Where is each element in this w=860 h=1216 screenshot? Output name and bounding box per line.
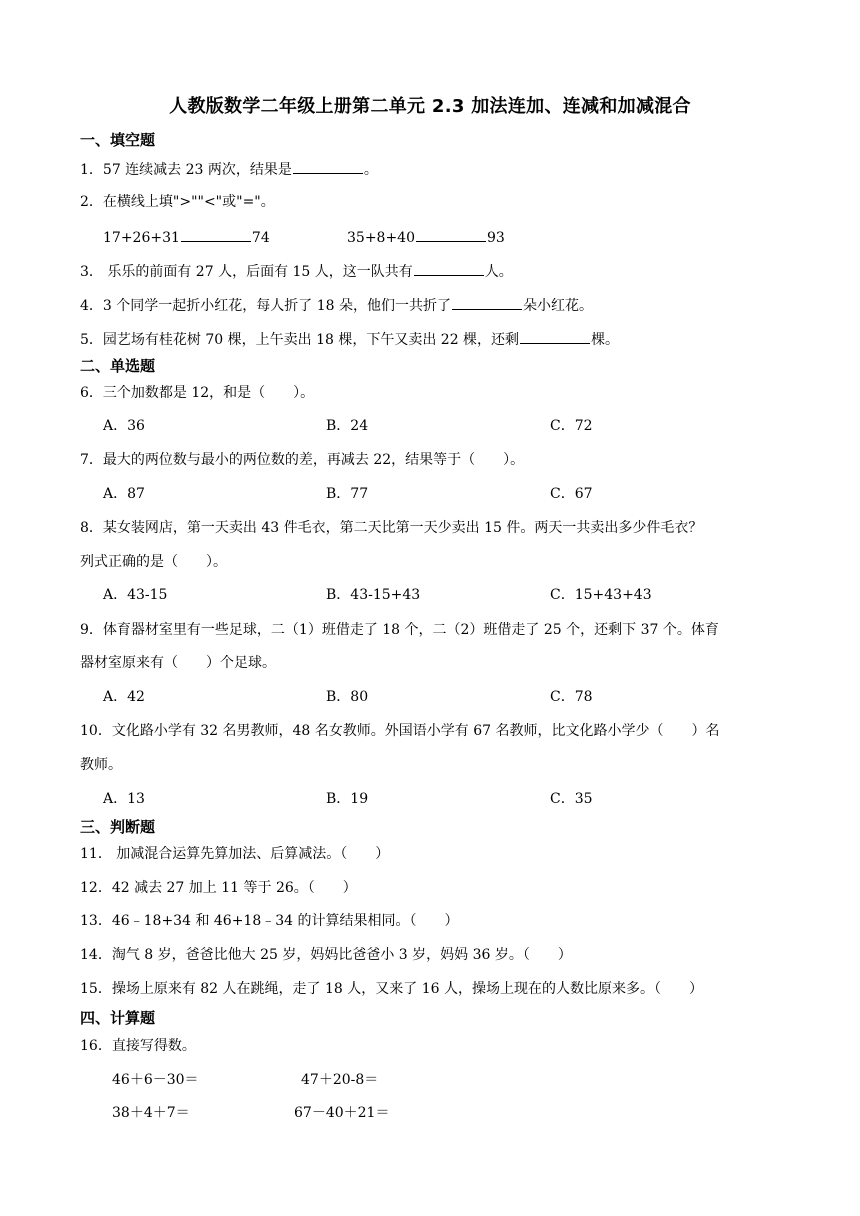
question-4-text: 4．3 个同学一起折小红花，每人折了 18 朵，他们一共折了 — [80, 298, 451, 314]
question-5 — [80, 328, 780, 350]
question-5-suffix: 棵。 — [591, 332, 620, 348]
option-a[interactable]: A．13 — [103, 791, 145, 807]
option-c[interactable]: C．15+43+43 — [550, 587, 652, 603]
calc-item: 67－40＋21＝ — [294, 1105, 390, 1121]
answer-blank[interactable] — [414, 260, 484, 276]
section-heading-calculation: 四、计算题 — [80, 1009, 156, 1027]
option-a[interactable]: A．42 — [103, 689, 145, 705]
question-15: 15．操场上原来有 82 人在跳绳，走了 18 人，又来了 16 人，操场上现在的人数比原来多。（ ） — [80, 981, 703, 997]
option-c[interactable]: C．67 — [550, 486, 593, 502]
question-10-line-1: 10．文化路小学有 32 名男教师，48 名女教师。外国语小学有 67 名教师，比文化路小学少（ ）名 — [80, 723, 720, 739]
option-b[interactable]: B．77 — [326, 486, 369, 502]
option-b[interactable]: B．19 — [326, 791, 369, 807]
question-12: 12．42 减去 27 加上 11 等于 26。（ ） — [80, 880, 357, 896]
section-heading-true-false: 三、判断题 — [80, 818, 156, 836]
question-13: 13．46﹣18+34 和 46+18﹣34 的计算结果相同。（ ） — [80, 913, 459, 929]
option-b[interactable]: B．43-15+43 — [326, 587, 421, 603]
question-1-suffix: 。 — [363, 162, 378, 178]
comparison-b-left: 35+8+40 — [347, 230, 415, 246]
calc-item: 47＋20-8＝ — [301, 1072, 379, 1088]
answer-blank[interactable] — [520, 328, 590, 344]
answer-blank[interactable] — [181, 226, 251, 242]
section-heading-single-choice: 二、单选题 — [80, 357, 156, 375]
option-c[interactable]: C．78 — [550, 689, 593, 705]
question-2: 2．在横线上填">""<"或"="。 — [80, 194, 275, 210]
question-10-line-2: 教师。 — [80, 757, 122, 773]
question-16: 16．直接写得数。 — [80, 1038, 196, 1054]
question-9-line-1: 9．体育器材室里有一些足球，二（1）班借走了 18 个，二（2）班借走了 25 个，还剩下 37 个。体育 — [80, 622, 719, 638]
comparison-a-left: 17+26+31 — [103, 230, 180, 246]
comparison-a — [103, 226, 270, 248]
question-8-line-2: 列式正确的是（ ）。 — [80, 554, 227, 570]
calc-item: 38＋4＋7＝ — [112, 1105, 190, 1121]
option-b[interactable]: B．24 — [326, 418, 369, 434]
comparison-b-right: 93 — [487, 230, 505, 246]
question-7: 7．最大的两位数与最小的两位数的差，再减去 22，结果等于（ ）。 — [80, 452, 525, 468]
question-4-suffix: 朵小红花。 — [522, 298, 593, 314]
question-3-suffix: 人。 — [484, 264, 513, 280]
option-c[interactable]: C．35 — [550, 791, 593, 807]
question-5-text: 5．园艺场有桂花树 70 棵，上午卖出 18 棵，下午又卖出 22 棵，还剩 — [80, 332, 520, 348]
option-c[interactable]: C．72 — [550, 418, 593, 434]
answer-blank[interactable] — [416, 226, 486, 242]
question-9-line-2: 器材室原来有（ ）个足球。 — [80, 655, 276, 671]
option-a[interactable]: A．43-15 — [103, 587, 168, 603]
question-14: 14．淘气 8 岁，爸爸比他大 25 岁，妈妈比爸爸小 3 岁，妈妈 36 岁。（ ） — [80, 947, 572, 963]
question-3 — [80, 260, 780, 282]
calc-item: 46＋6－30＝ — [112, 1072, 199, 1088]
option-a[interactable]: A．36 — [103, 418, 145, 434]
comparison-a-right: 74 — [251, 230, 270, 246]
question-1-text: 1．57 连续减去 23 两次，结果是 — [80, 162, 292, 178]
answer-blank[interactable] — [293, 158, 363, 174]
answer-blank[interactable] — [452, 294, 522, 310]
comparison-b — [347, 226, 505, 248]
question-6: 6．三个加数都是 12，和是（ ）。 — [80, 385, 315, 401]
question-1 — [80, 158, 780, 180]
section-heading-fill-in: 一、填空题 — [80, 131, 156, 149]
question-8-line-1: 8．某女装网店，第一天卖出 43 件毛衣，第二天比第一天少卖出 15 件。两天一共卖出多少件毛衣？ — [80, 520, 703, 536]
question-3-text: 3． 乐乐的前面有 27 人，后面有 15 人，这一队共有 — [80, 264, 413, 280]
option-a[interactable]: A．87 — [103, 486, 145, 502]
option-b[interactable]: B．80 — [326, 689, 369, 705]
question-4 — [80, 294, 780, 316]
page-title: 人教版数学二年级上册第二单元 2.3 加法连加、连减和加减混合 — [169, 96, 691, 117]
question-11: 11． 加减混合运算先算加法、后算减法。（ ） — [80, 846, 390, 862]
